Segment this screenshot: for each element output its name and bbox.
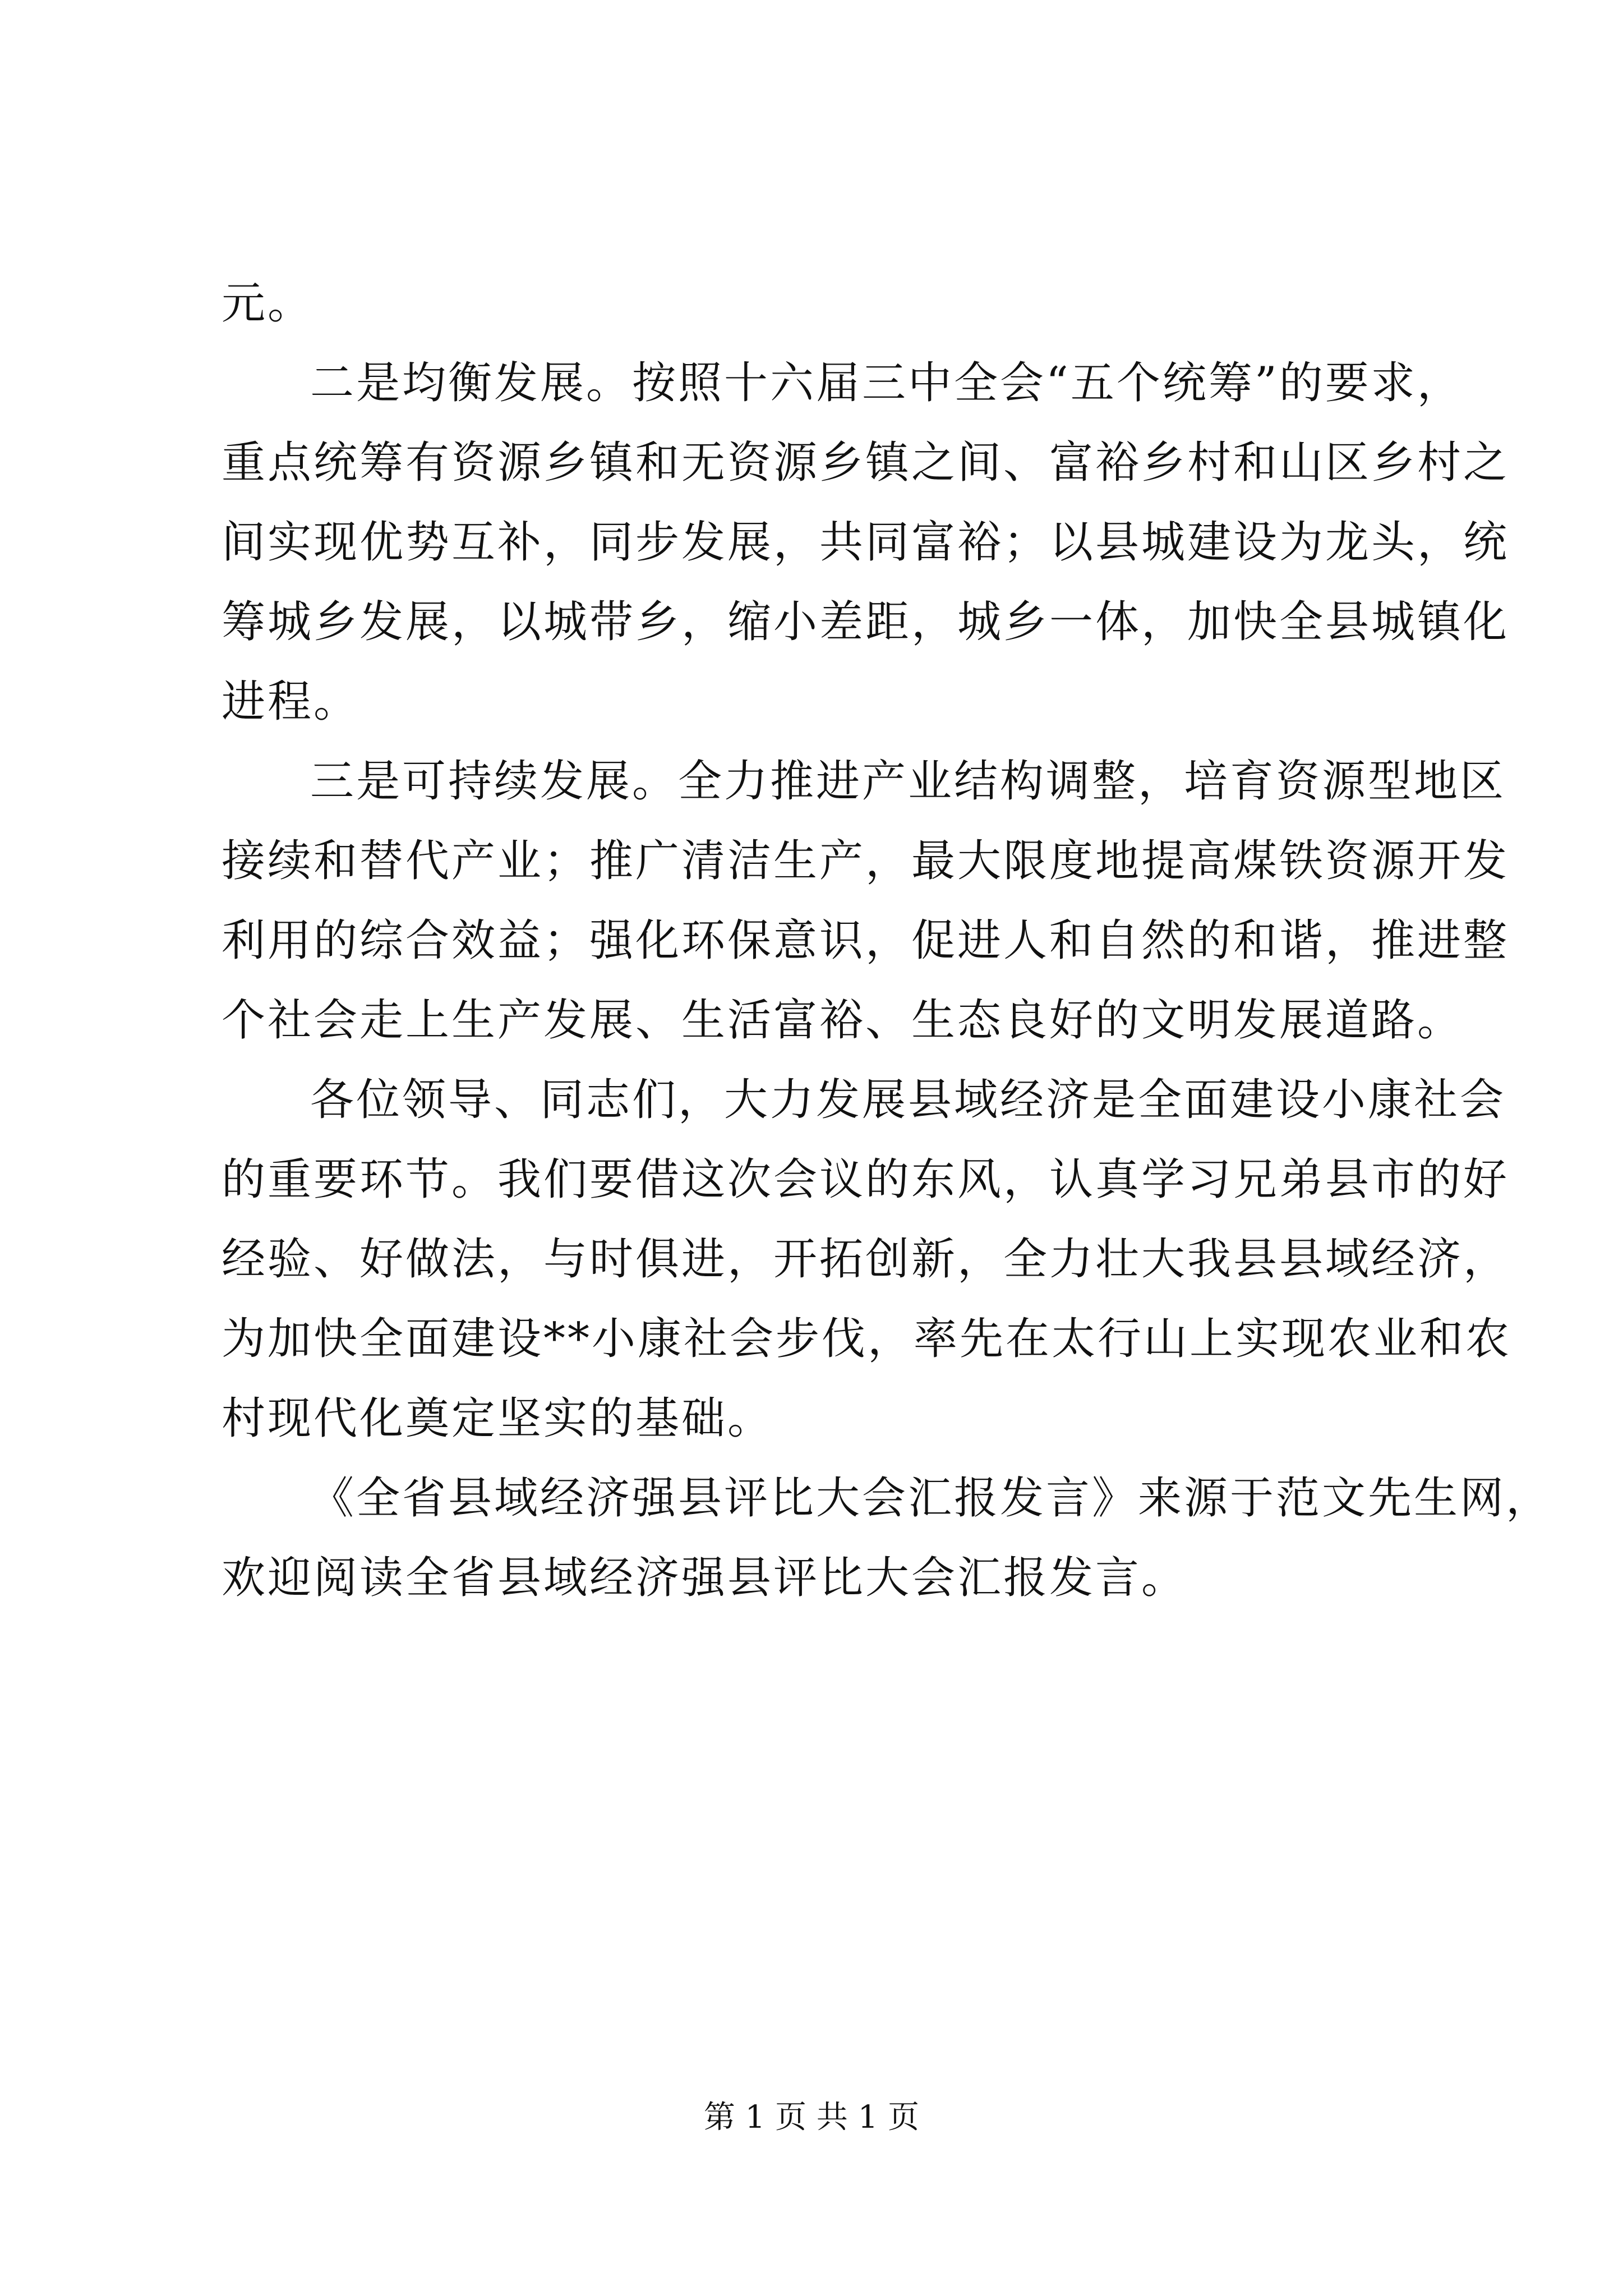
- page-number-footer: 第 1 页 共 1 页: [703, 2099, 920, 2136]
- text-line: 利用的综合效益；强化环保意识，促进人和自然的和谐，推进整: [222, 915, 1510, 966]
- text-line: 重点统筹有资源乡镇和无资源乡镇之间、富裕乡村和山区乡村之: [222, 438, 1510, 488]
- text-line: 为加快全面建设**小康社会步伐，率先在太行山上实现农业和农: [222, 1314, 1512, 1364]
- paragraph-first-line: 《全省县域经济强县评比大会汇报发言》来源于范文先生网，: [310, 1473, 1552, 1524]
- text-line: 村现代化奠定坚实的基础。: [222, 1393, 774, 1444]
- paragraph-first-line: 各位领导、同志们，大力发展县域经济是全面建设小康社会: [310, 1075, 1506, 1125]
- text-line: 筹城乡发展，以城带乡，缩小差距，城乡一体，加快全县城镇化: [222, 597, 1510, 647]
- text-line: 元。: [222, 278, 314, 329]
- text-line: 经验、好做法，与时俱进，开拓创新，全力壮大我县县域经济，: [222, 1234, 1510, 1285]
- text-line: 间实现优势互补，同步发展，共同富裕；以县城建设为龙头，统: [222, 517, 1510, 568]
- text-line: 个社会走上生产发展、生活富裕、生态良好的文明发展道路。: [222, 995, 1464, 1046]
- text-line: 接续和替代产业；推广清洁生产，最大限度地提高煤铁资源开发: [222, 836, 1510, 886]
- text-line: 的重要环节。我们要借这次会议的东风，认真学习兄弟县市的好: [222, 1154, 1510, 1205]
- text-line: 欢迎阅读全省县域经济强县评比大会汇报发言。: [222, 1553, 1188, 1603]
- paragraph-first-line: 二是均衡发展。按照十六届三中全会“五个统筹”的要求，: [310, 358, 1463, 408]
- text-line: 进程。: [222, 677, 360, 727]
- paragraph-first-line: 三是可持续发展。全力推进产业结构调整，培育资源型地区: [310, 756, 1506, 807]
- document-body: [222, 264, 1552, 1618]
